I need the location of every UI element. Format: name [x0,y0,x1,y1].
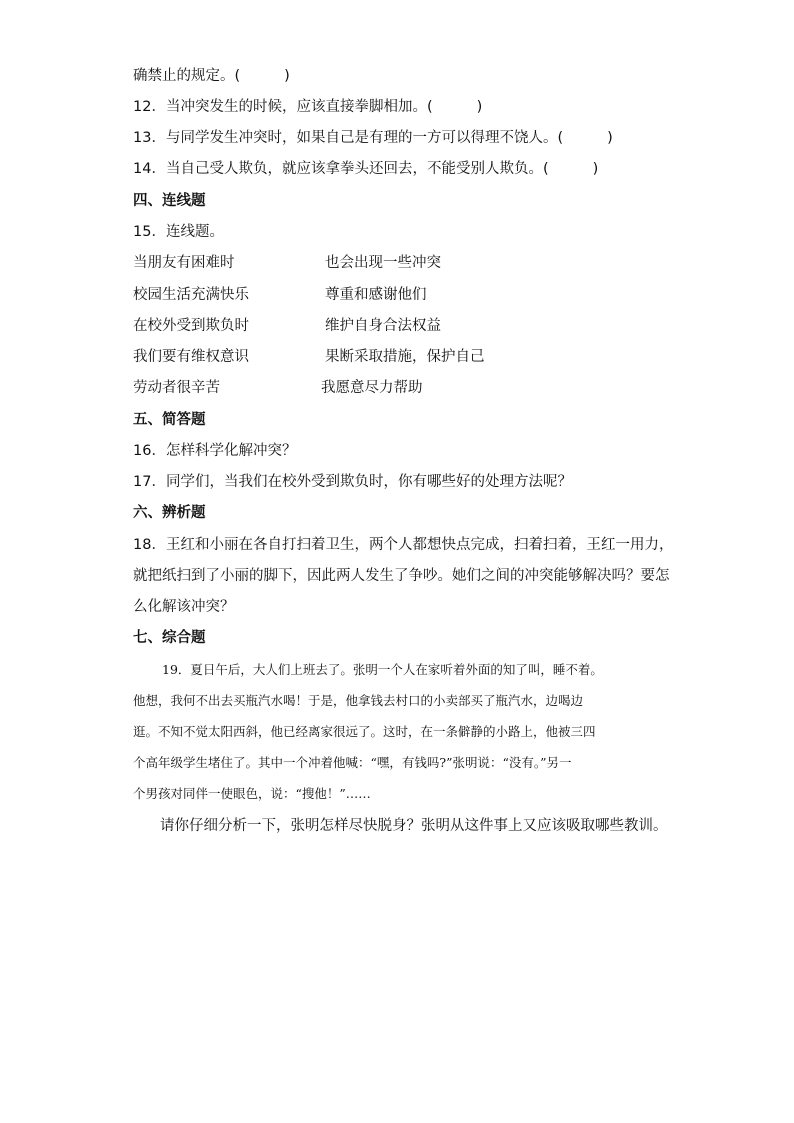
question-12: 12．当冲突发生的时候，应该直接拳脚相加。( ) [133,99,483,115]
question-16: 16．怎样科学化解冲突？ [133,443,297,459]
match-right-1[interactable]: 也会出现一些冲突 [325,255,441,271]
passage-line-5: 个男孩对同伴一使眼色，说：“搜他！”…… [133,786,371,801]
match-left-2[interactable]: 校园生活充满快乐 [133,287,249,303]
question-19-prompt: 请你仔细分析一下，张明怎样尽快脱身？张明从这件事上又应该吸取哪些教训。 [160,818,668,834]
question-13: 13．与同学发生冲突时，如果自己是有理的一方可以得理不饶人。( ) [133,130,613,146]
passage-line-1: 19．夏日午后，大人们上班去了。张明一个人在家听着外面的知了叫，睡不着。 [162,662,603,677]
passage-line-4: 个高年级学生堵住了。其中一个冲着他喊：“嘿，有钱吗?”张明说：“没有。”另一 [133,755,572,770]
passage-line-2: 他想，我何不出去买瓶汽水喝！于是，他拿钱去村口的小卖部买了瓶汽水，边喝边 [133,693,584,708]
match-left-5[interactable]: 劳动者很辛苦 [133,380,220,396]
question-18-line-1: 18．王红和小丽在各自打扫着卫生，两个人都想快点完成，扫着扫着，王红一用力， [133,537,674,553]
section-4-heading: 四、连线题 [133,193,206,209]
match-left-3[interactable]: 在校外受到欺负时 [133,318,249,334]
question-15: 15．连线题。 [133,224,224,240]
match-right-5[interactable]: 我愿意尽力帮助 [321,380,423,396]
section-6-heading: 六、辨析题 [133,505,206,521]
section-7-heading: 七、综合题 [133,630,206,646]
match-right-2[interactable]: 尊重和感谢他们 [325,287,427,303]
match-left-1[interactable]: 当朋友有困难时 [133,255,235,271]
match-left-4[interactable]: 我们要有维权意识 [133,349,249,365]
passage-line-3: 逛。不知不觉太阳西斜，他已经离家很远了。这时，在一条僻静的小路上，他被三四 [133,724,596,739]
question-18-line-2: 就把纸扫到了小丽的脚下，因此两人发生了争吵。她们之间的冲突能够解决吗？要怎 [133,568,670,584]
match-right-4[interactable]: 果断采取措施，保护自己 [325,349,485,365]
question-11-tail: 确禁止的规定。( ) [133,68,290,84]
question-17: 17．同学们，当我们在校外受到欺负时，你有哪些好的处理方法呢？ [133,474,572,490]
question-18-line-3: 么化解该冲突？ [133,599,235,615]
section-5-heading: 五、简答题 [133,412,206,428]
match-right-3[interactable]: 维护自身合法权益 [325,318,441,334]
question-14: 14．当自己受人欺负，就应该拿拳头还回去，不能受别人欺负。( ) [133,161,599,177]
